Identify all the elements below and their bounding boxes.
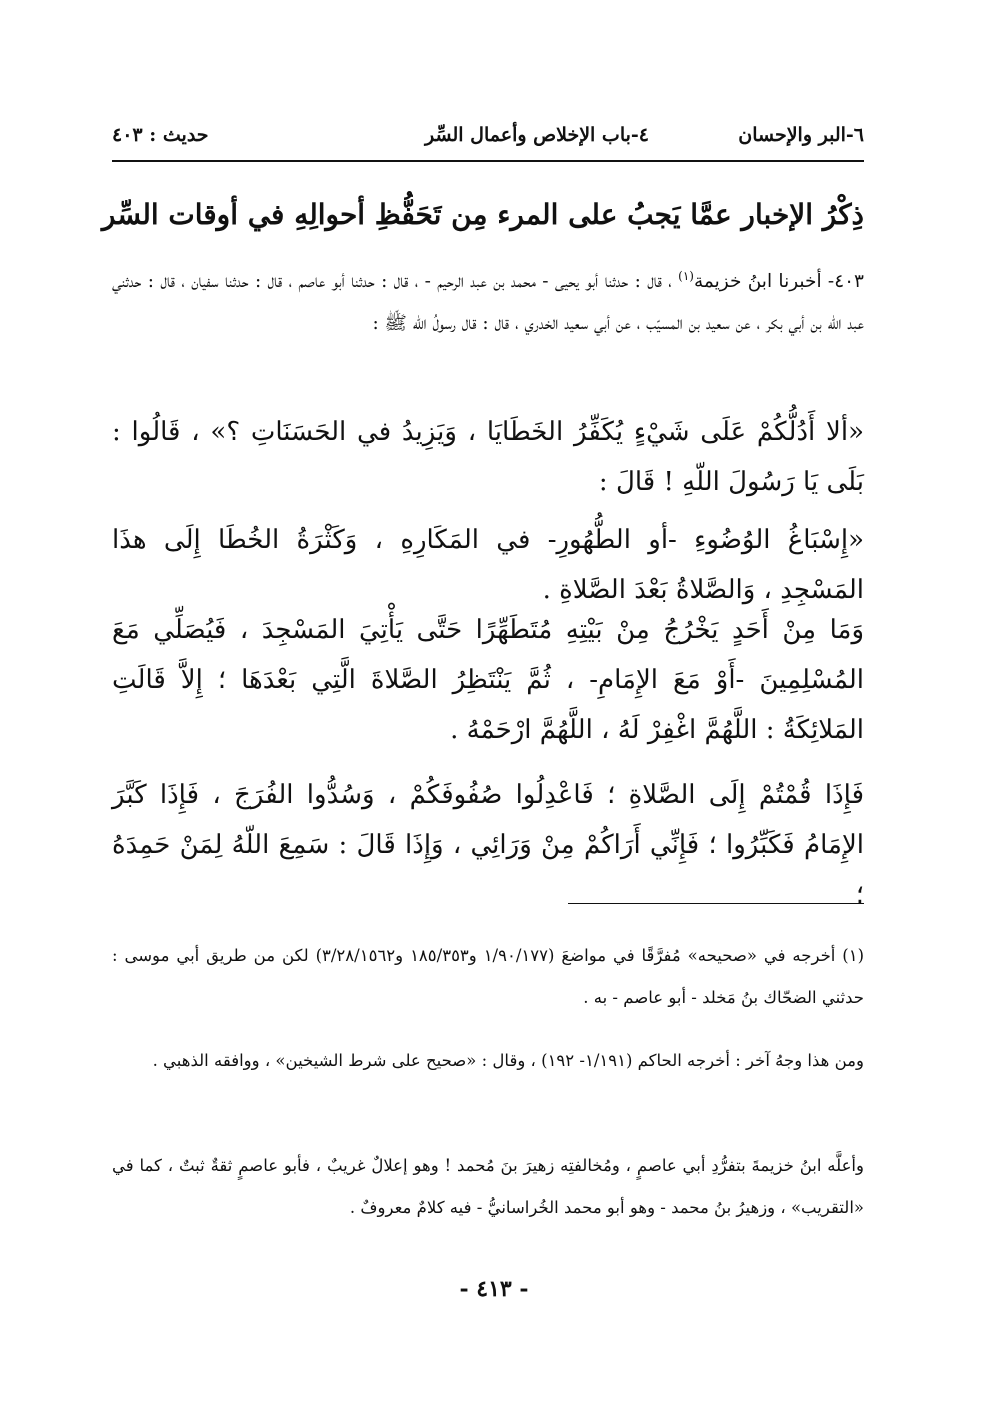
page-number: - ٤١٣ -	[459, 1276, 529, 1302]
footnote-paragraph: ومن هذا وجهُ آخر : أخرجه الحاكم (١/١٩١- ١٩٢) ، وقال : «صحيح على شرط الشيخين» ، ووافقه الذهبي .	[152, 1051, 864, 1070]
matn-paragraph: فَإِذَا قُمْتُمْ إِلَى الصَّلاةِ ؛ فَاعْدِلُوا صُفُوفَكُمْ ، وَسُدُّوا الفُرَجَ ، فَإِذَا كَبَّرَ الإِمَامُ فَكَبِّرُوا ؛ فَإِنِّي أَرَاكُمْ مِنْ وَرَائِي ، وَإِذَا قَالَ : سَمِعَ اللّهُ لِمَنْ حَمِدَهُ ؛	[112, 780, 864, 910]
running-header	[112, 120, 864, 160]
isnad-text-rest: ، قال : حدثنا أبو يحيى - محمد بن عبد الرحيم - ، قال : حدثنا أبو عاصم ، قال : حدثنا سفيان ، قال : حدثني عبد اللّه بن أبي بكر ، عن سعيد بن المسيّب ، عن أبي سعيد الخدري ، قال : قال رسولُ اللّه ﷺ :	[112, 271, 864, 335]
matn-paragraph: «إِسْبَاغُ الوُضُوءِ -أو الطُّهُورِ- في المَكَارِهِ ، وَكَثْرَةُ الخُطَا إِلَى هذَا المَسْجِدِ ، وَالصَّلاةُ بَعْدَ الصَّلاةِ .	[112, 525, 864, 605]
isnad-paragraph	[112, 255, 864, 345]
hadith-number: حديث : ٤٠٣	[112, 124, 209, 146]
matn-paragraph: «ألا أَدُلُّكُمْ عَلَى شَيْءٍ يُكَفِّرُ الخَطَايَا ، وَيَزِيدُ في الحَسَنَاتِ ؟» ، قَالُوا : بَلَى يَا رَسُولَ اللّهِ ! قَالَ :	[112, 417, 864, 497]
footnote-paragraph: وأعلَّه ابنُ خزيمةَ بتفرُّدِ أبي عاصمٍ ، ومُخالفتِه زهيرَ بنَ مُحمد ! وهو إعلالٌ غريبٌ ، فأبو عاصمٍ ثقةٌ ثبتٌ ، كما في «التقريب» ، وزهيرُ بنُ محمد - وهو أبو محمد الخُراسانيُّ - فيه كلامٌ معروفٌ .	[112, 1156, 864, 1217]
header-divider	[112, 160, 864, 162]
matn-paragraph: وَمَا مِنْ أَحَدٍ يَخْرُجُ مِنْ بَيْتِهِ مُتَطَهِّرًا حَتَّى يَأْتِيَ المَسْجِدَ ، فَيُصَلِّي مَعَ المُسْلِمِينَ -أَوْ مَعَ الإِمَامِ- ، ثُمَّ يَنْتَظِرُ الصَّلاةَ الَّتِي بَعْدَهَا ؛ إِلاَّ قَالَتِ المَلائِكَةُ : اللَّهُمَّ اغْفِرْ لَهُ ، اللَّهُمَّ ارْحَمْهُ .	[112, 615, 864, 745]
isnad-text-start: أخبرنا ابنُ خزيمة	[693, 271, 828, 293]
section-title: ذِكْرُ الإخبار عمَّا يَجبُ على المرء مِن تَحَفُّظِ أحوالِهِ في أوقات السِّر	[101, 198, 864, 231]
footnote-paragraph: (١) أخرجه في «صحيحه» مُفرَّقًا في مواضعَ (١/٩٠/١٧٧ و١٨٥/٣٥٣ و٣/٢٨/١٥٦٢) لكن من طريق أبي موسى : حدثني الضحّاك بنُ مَخلد - أبو عاصم - به .	[112, 946, 865, 1007]
footnote-marker: (١)	[678, 269, 694, 283]
book-title: ٦-البر والإحسان	[738, 124, 864, 146]
footnote-divider	[568, 903, 864, 904]
chapter-title: ٤-باب الإخلاص وأعمال السِّر	[425, 124, 649, 146]
hadith-index: ٤٠٣-	[827, 271, 864, 293]
